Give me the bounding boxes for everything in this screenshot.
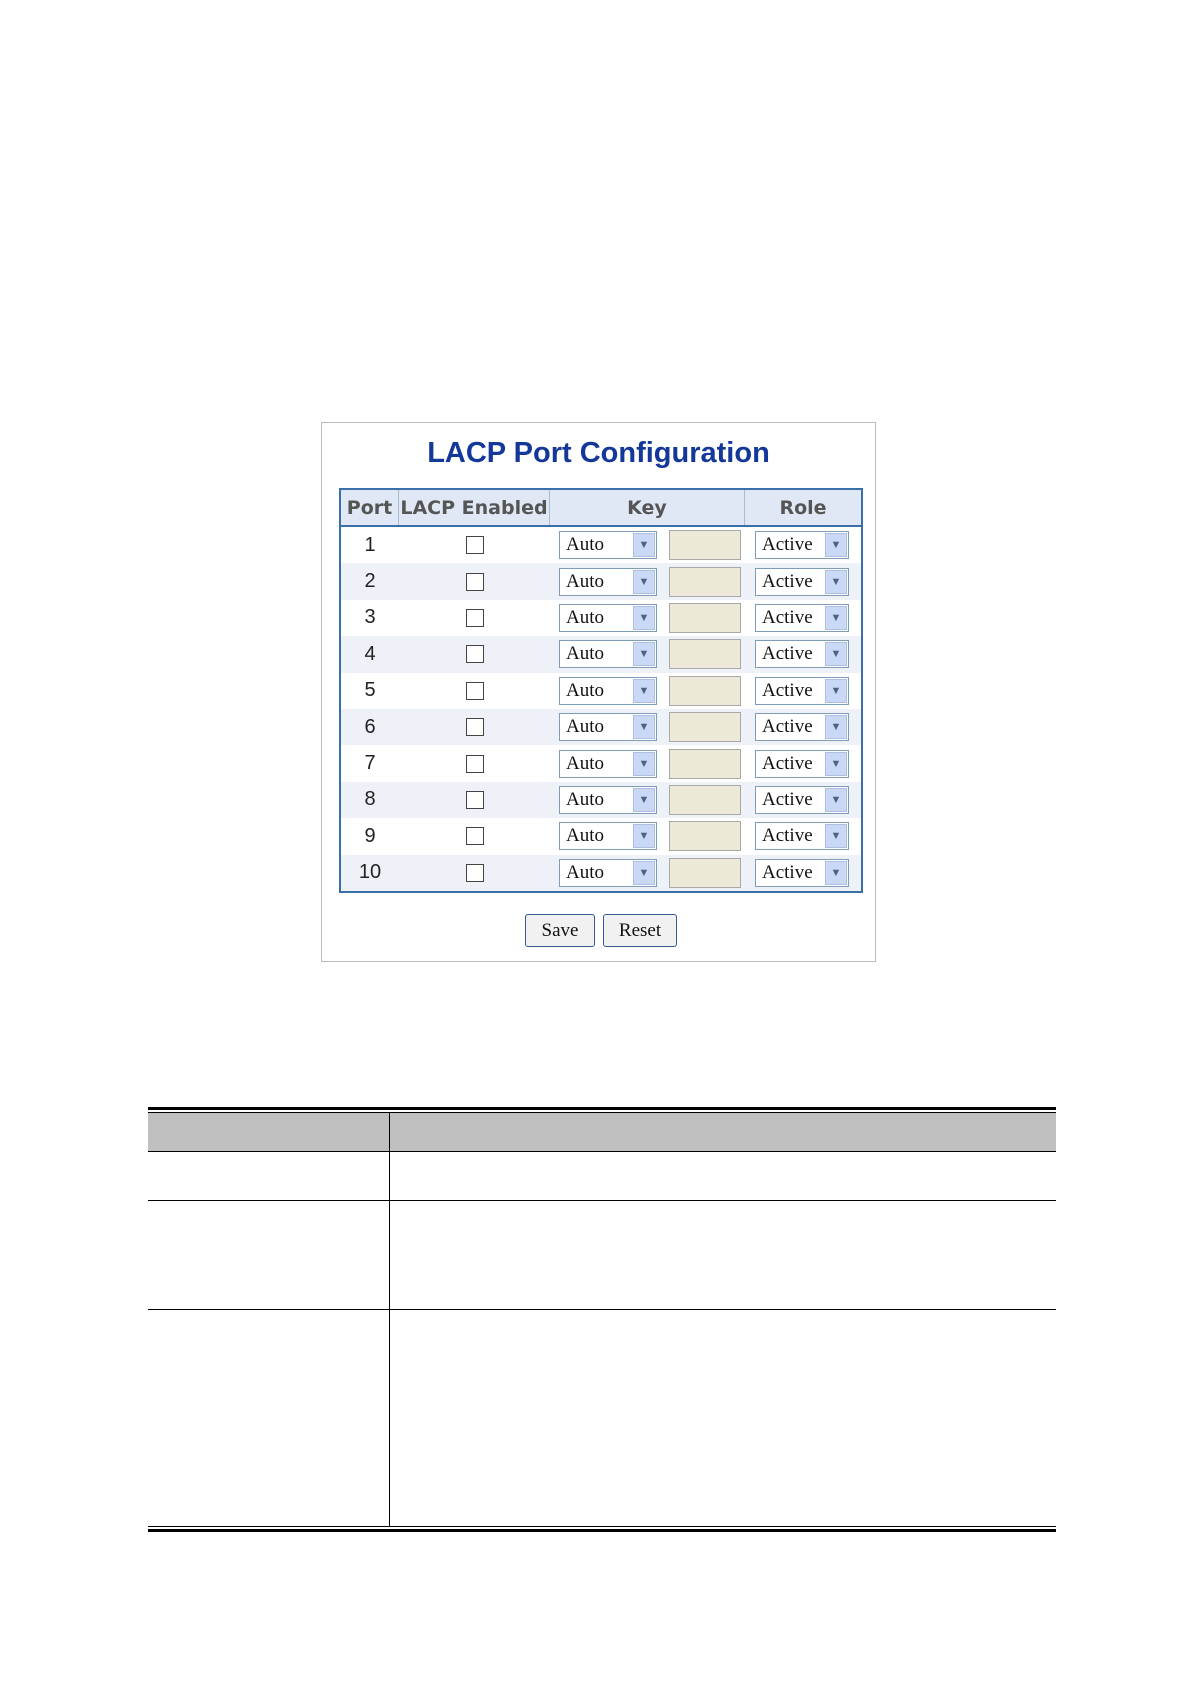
chevron-down-icon: ▼ [633,570,655,594]
role-cell [745,673,861,709]
role-cell [745,563,861,599]
table-row [341,818,861,854]
chevron-down-icon: ▼ [633,752,655,776]
table-row [341,563,861,599]
chevron-down-icon: ▼ [633,642,655,666]
port-number: 2 [364,570,376,593]
key-select-value: Auto [566,679,604,701]
port-number: 9 [364,824,376,847]
header-lacp-enabled: LACP Enabled [399,490,550,525]
role-select[interactable] [755,713,849,741]
role-select-value: Active [762,788,813,810]
key-value-input[interactable] [669,567,741,597]
role-select[interactable] [755,604,849,632]
port-number: 4 [364,642,376,665]
key-select[interactable] [559,677,657,705]
key-cell [550,709,745,745]
chevron-down-icon: ▼ [825,642,847,666]
header-port: Port [341,490,399,525]
port-number: 10 [358,861,382,884]
lacp-enabled-checkbox[interactable] [466,573,484,591]
role-select-value: Active [762,825,813,847]
port-number: 3 [364,606,376,629]
table-body [341,527,861,891]
key-value-input[interactable] [669,603,741,633]
chevron-down-icon: ▼ [825,606,847,630]
role-select-value: Active [762,570,813,592]
chevron-down-icon: ▼ [633,679,655,703]
key-select-value: Auto [566,643,604,665]
key-value-input[interactable] [669,676,741,706]
save-button[interactable]: Save [525,914,595,947]
role-cell [745,709,861,745]
key-select[interactable] [559,568,657,596]
table-row [341,673,861,709]
key-cell [550,600,745,636]
table-row [341,709,861,745]
table-row [341,600,861,636]
key-cell [550,745,745,781]
key-select-value: Auto [566,606,604,628]
table-top-rule [148,1107,1056,1110]
lacp-enabled-checkbox[interactable] [466,718,484,736]
doc-table-row [148,1309,1056,1526]
doc-table-row [148,1151,1056,1200]
table-row [341,527,861,563]
table-bottom-rule-thin [148,1526,1056,1527]
key-cell [550,855,745,891]
key-select-value: Auto [566,570,604,592]
port-number: 7 [364,752,376,775]
table-row [341,745,861,781]
page-title: LACP Port Configuration [427,437,770,469]
table-row [341,782,861,818]
lacp-enabled-cell [399,709,550,745]
role-cell [745,855,861,891]
key-select-value: Auto [566,788,604,810]
chevron-down-icon: ▼ [825,752,847,776]
chevron-down-icon: ▼ [633,715,655,739]
role-select[interactable] [755,531,849,559]
doc-row-object-cell [148,1152,390,1200]
reset-button[interactable]: Reset [603,914,677,947]
role-select-value: Active [762,861,813,883]
chevron-down-icon: ▼ [633,606,655,630]
key-select[interactable] [559,822,657,850]
key-value-input[interactable] [669,821,741,851]
key-select-value: Auto [566,825,604,847]
chevron-down-icon: ▼ [633,861,655,885]
table-bottom-rule [148,1529,1056,1532]
key-cell [550,782,745,818]
key-value-input[interactable] [669,785,741,815]
parameter-description-table [148,1107,1056,1532]
chevron-down-icon: ▼ [825,824,847,848]
key-select-value: Auto [566,861,604,883]
key-select[interactable] [559,786,657,814]
key-value-input[interactable] [669,530,741,560]
chevron-down-icon: ▼ [825,715,847,739]
key-select[interactable] [559,713,657,741]
lacp-enabled-checkbox[interactable] [466,536,484,554]
role-cell [745,745,861,781]
doc-row-description-cell [390,1310,1056,1526]
key-select[interactable] [559,750,657,778]
key-cell [550,636,745,672]
port-number: 6 [364,715,376,738]
role-select-value: Active [762,752,813,774]
lacp-enabled-cell [399,818,550,854]
doc-row-description-cell [390,1201,1056,1309]
key-cell [550,818,745,854]
doc-row-object-cell [148,1310,390,1526]
chevron-down-icon: ▼ [825,861,847,885]
key-value-input[interactable] [669,858,741,888]
lacp-enabled-checkbox[interactable] [466,609,484,627]
table-row [341,855,861,891]
doc-row-description-cell [390,1152,1056,1200]
port-number: 8 [364,788,376,811]
key-select[interactable] [559,640,657,668]
chevron-down-icon: ▼ [633,824,655,848]
role-select[interactable] [755,750,849,778]
lacp-enabled-cell [399,563,550,599]
lacp-config-table [339,488,863,893]
key-cell [550,563,745,599]
role-select-value: Active [762,606,813,628]
role-select[interactable] [755,786,849,814]
table-row [341,636,861,672]
lacp-enabled-cell [399,527,550,563]
role-cell [745,818,861,854]
table-header [341,490,861,527]
role-cell [745,636,861,672]
key-value-input[interactable] [669,639,741,669]
lacp-enabled-checkbox[interactable] [466,682,484,700]
chevron-down-icon: ▼ [633,533,655,557]
key-value-input[interactable] [669,749,741,779]
doc-header-description-cell [390,1113,1056,1151]
port-number: 5 [364,679,376,702]
lacp-enabled-cell [399,600,550,636]
chevron-down-icon: ▼ [825,533,847,557]
port-number: 1 [364,533,376,556]
header-role: Role [779,496,827,519]
doc-table-row [148,1200,1056,1309]
doc-row-object-cell [148,1201,390,1309]
key-select-value: Auto [566,716,604,738]
role-cell [745,782,861,818]
role-select-value: Active [762,716,813,738]
lacp-enabled-cell [399,673,550,709]
lacp-enabled-checkbox[interactable] [466,827,484,845]
lacp-enabled-cell [399,636,550,672]
role-select[interactable] [755,859,849,887]
role-select[interactable] [755,822,849,850]
key-select-value: Auto [566,752,604,774]
key-select-value: Auto [566,534,604,556]
role-select-value: Active [762,534,813,556]
chevron-down-icon: ▼ [633,788,655,812]
role-select[interactable] [755,568,849,596]
lacp-port-config-panel [321,422,876,962]
doc-header-object-cell [148,1113,390,1151]
key-select[interactable] [559,531,657,559]
chevron-down-icon: ▼ [825,570,847,594]
key-cell [550,673,745,709]
lacp-enabled-cell [399,782,550,818]
role-cell [745,600,861,636]
chevron-down-icon: ▼ [825,679,847,703]
role-select[interactable] [755,677,849,705]
lacp-enabled-checkbox[interactable] [466,755,484,773]
chevron-down-icon: ▼ [825,788,847,812]
lacp-enabled-cell [399,855,550,891]
lacp-enabled-checkbox[interactable] [466,791,484,809]
role-select-value: Active [762,643,813,665]
lacp-enabled-checkbox[interactable] [466,864,484,882]
key-cell [550,527,745,563]
key-select[interactable] [559,859,657,887]
role-select-value: Active [762,679,813,701]
header-key: Key [550,490,745,525]
role-cell [745,527,861,563]
key-select[interactable] [559,604,657,632]
lacp-enabled-cell [399,745,550,781]
role-select[interactable] [755,640,849,668]
lacp-enabled-checkbox[interactable] [466,645,484,663]
doc-table-header [148,1113,1056,1151]
key-value-input[interactable] [669,712,741,742]
